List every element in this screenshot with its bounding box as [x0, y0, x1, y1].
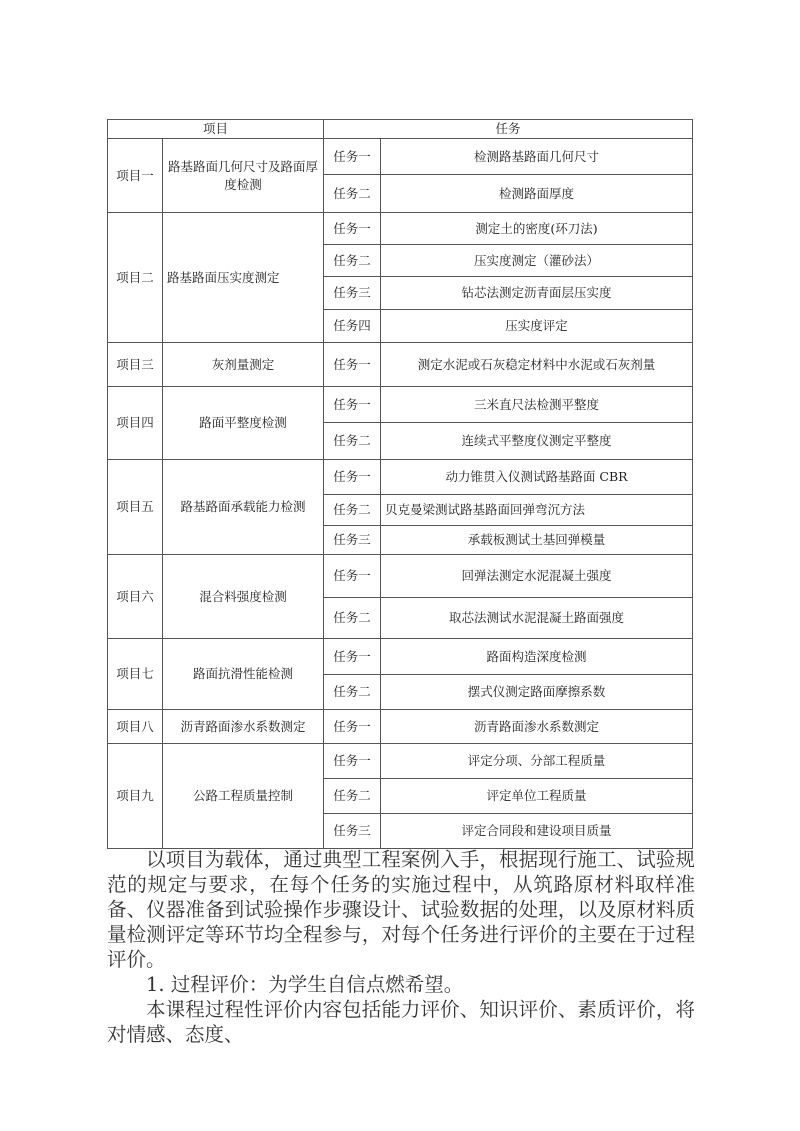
project-name-cell: 混合料强度检测: [163, 555, 324, 639]
task-id-cell: 任务一: [324, 639, 381, 675]
task-id-cell: 任务四: [324, 310, 381, 343]
table-row: [108, 460, 693, 495]
task-id-cell: 任务一: [324, 744, 381, 779]
project-id-cell: 项目三: [108, 343, 163, 387]
task-id-cell: 任务一: [324, 710, 381, 744]
table-row: [108, 139, 693, 175]
task-name-cell: 钻芯法测定沥青面层压实度: [381, 277, 693, 310]
project-id-cell: 项目四: [108, 387, 163, 460]
project-id-cell: 项目八: [108, 710, 163, 744]
task-id-cell: 任务一: [324, 139, 381, 175]
task-name-cell: 检测路基路面几何尺寸: [381, 139, 693, 175]
task-id-cell: 任务二: [324, 675, 381, 710]
table-header-row: [108, 120, 693, 139]
project-id-cell: 项目五: [108, 460, 163, 555]
task-name-cell: 压实度评定: [381, 310, 693, 343]
task-id-cell: 任务三: [324, 526, 381, 555]
project-id-cell: 项目七: [108, 639, 163, 710]
task-id-cell: 任务二: [324, 423, 381, 460]
task-name-cell: 测定土的密度(环刀法): [381, 213, 693, 245]
task-name-cell: 评定单位工程质量: [381, 779, 693, 814]
task-name-cell: 回弹法测定水泥混凝土强度: [381, 555, 693, 598]
task-id-cell: 任务三: [324, 277, 381, 310]
task-id-cell: 任务一: [324, 555, 381, 598]
paragraph-process-evaluation: 本课程过程性评价内容包括能力评价、知识评价、素质评价，将对情感、态度、: [107, 998, 695, 1046]
task-name-cell: 测定水泥或石灰稳定材料中水泥或石灰剂量: [381, 343, 693, 387]
paragraph-heading-process-evaluation: 1. 过程评价：为学生自信点燃希望。: [146, 973, 464, 996]
project-name-cell: 路面平整度检测: [163, 387, 324, 460]
task-id-cell: 任务一: [324, 387, 381, 423]
project-id-cell: 项目一: [108, 139, 163, 213]
task-id-cell: 任务二: [324, 779, 381, 814]
task-name-cell: 评定合同段和建设项目质量: [381, 814, 693, 849]
project-name-cell: 沥青路面渗水系数测定: [163, 710, 324, 744]
project-name-cell: 灰剂量测定: [163, 343, 324, 387]
project-task-table: [107, 119, 693, 849]
task-name-cell: 压实度测定（灌砂法）: [381, 245, 693, 277]
table-row: [108, 213, 693, 245]
task-id-cell: 任务一: [324, 343, 381, 387]
table-row: [108, 555, 693, 598]
task-name-cell: 三米直尺法检测平整度: [381, 387, 693, 423]
task-id-cell: 任务二: [324, 175, 381, 213]
task-id-cell: 任务二: [324, 245, 381, 277]
project-name-cell: 路基路面几何尺寸及路面厚度检测: [163, 139, 324, 213]
task-name-cell: 动力锥贯入仪测试路基路面 CBR: [381, 460, 693, 495]
task-id-cell: 任务二: [324, 598, 381, 639]
task-name-cell: 承载板测试土基回弹模量: [381, 526, 693, 555]
task-id-cell: 任务一: [324, 213, 381, 245]
task-id-cell: 任务二: [324, 495, 381, 526]
task-name-cell: 连续式平整度仪测定平整度: [381, 423, 693, 460]
table-row: [108, 744, 693, 779]
project-name-cell: 路基路面承载能力检测: [163, 460, 324, 555]
table-row: [108, 639, 693, 675]
header-project: 项目: [108, 120, 324, 139]
table-row: [108, 387, 693, 423]
table-row: [108, 343, 693, 387]
task-name-cell: 评定分项、分部工程质量: [381, 744, 693, 779]
task-id-cell: 任务一: [324, 460, 381, 495]
project-id-cell: 项目九: [108, 744, 163, 849]
table-row: [108, 710, 693, 744]
task-name-cell: 取芯法测试水泥混凝土路面强度: [381, 598, 693, 639]
paragraph-intro: 以项目为载体，通过典型工程案例入手，根据现行施工、试验规范的规定与要求，在每个任务的实施过程中，从筑路原材料取样准备、仪器准备到试验操作步骤设计、试验数据的处理，以及原材料质量检测评定等环节均全程参与，对每个任务进行评价的主要在于过程评价。: [107, 848, 695, 971]
task-name-cell: 路面构造深度检测: [381, 639, 693, 675]
project-name-cell: 路面抗滑性能检测: [163, 639, 324, 710]
task-name-cell: 沥青路面渗水系数测定: [381, 710, 693, 744]
task-id-cell: 任务三: [324, 814, 381, 849]
project-name-cell: 公路工程质量控制: [163, 744, 324, 849]
task-name-cell: 检测路面厚度: [381, 175, 693, 213]
project-id-cell: 项目六: [108, 555, 163, 639]
task-name-cell: 摆式仪测定路面摩擦系数: [381, 675, 693, 710]
task-name-cell: 贝克曼梁测试路基路面回弹弯沉方法: [381, 495, 693, 526]
project-name-cell: 路基路面压实度测定: [163, 213, 324, 343]
project-id-cell: 项目二: [108, 213, 163, 343]
header-task: 任务: [324, 120, 693, 139]
body-text: [107, 847, 695, 1047]
